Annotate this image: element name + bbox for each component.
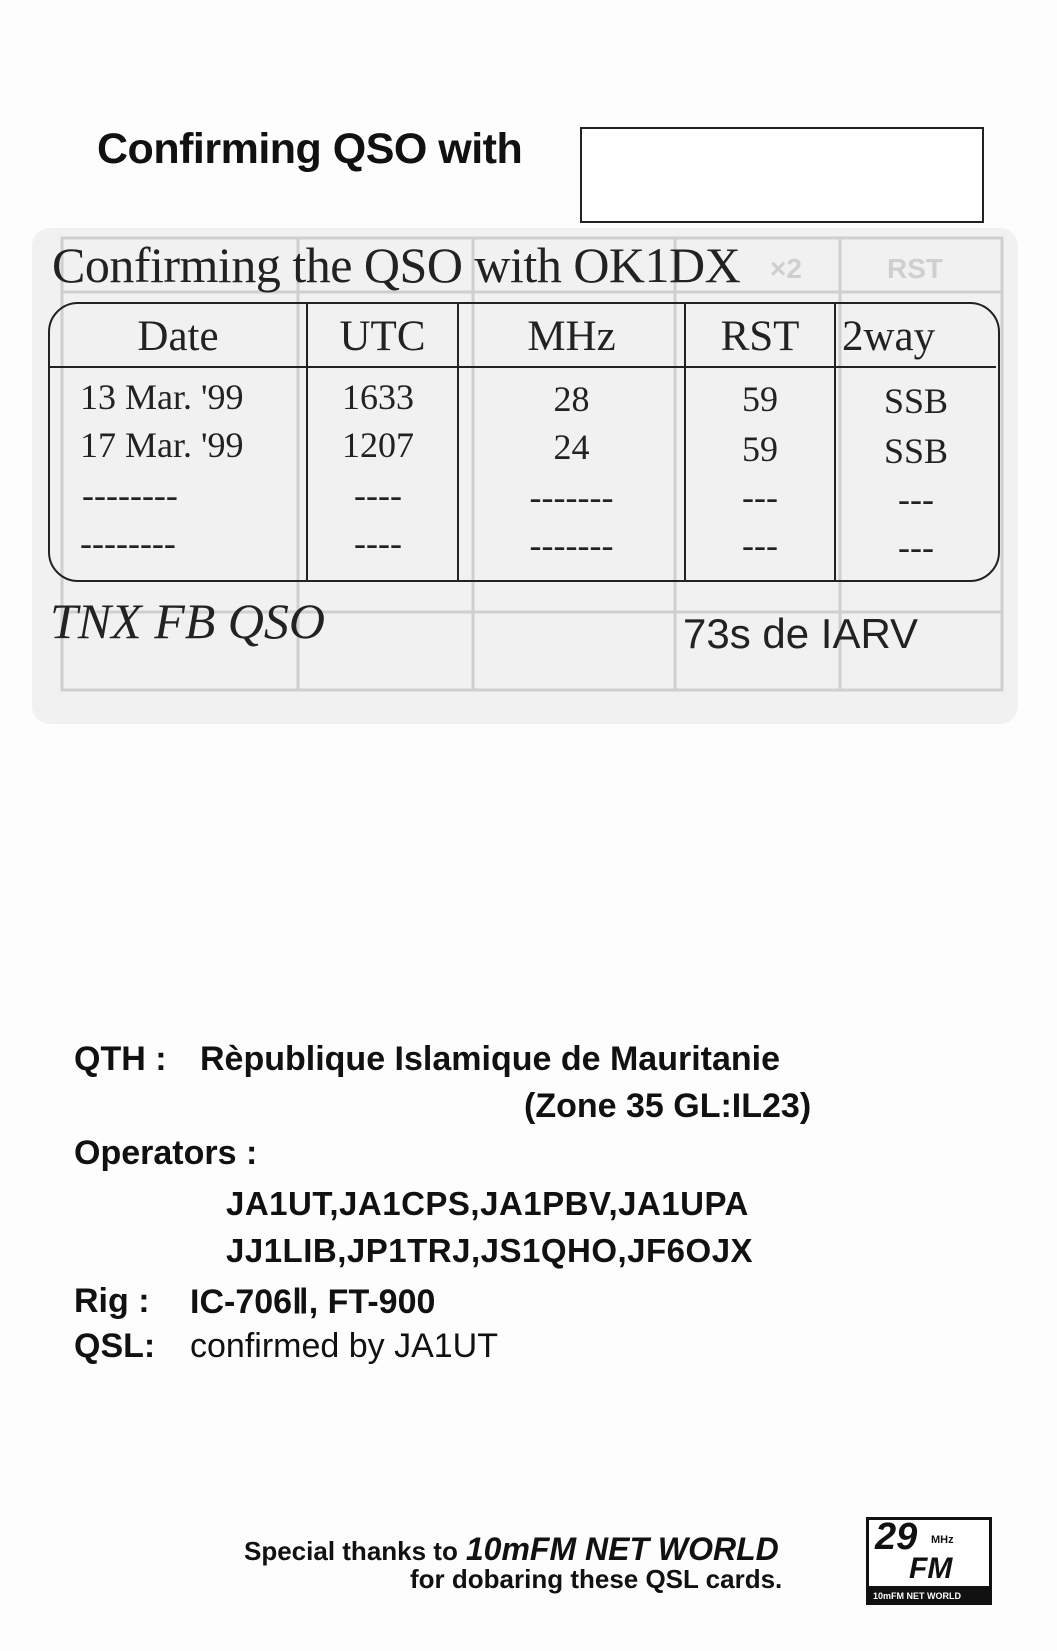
table-cell-rst: --- [742, 525, 778, 565]
table-cell-mhz: 28 [553, 379, 590, 419]
operators-line-2: JJ1LIB,JP1TRJ,JS1QHO,JF6OJX [226, 1232, 754, 1269]
table-cell-rst: --- [742, 477, 778, 517]
column-header-date: Date [137, 313, 219, 360]
table-cell-date: 13 Mar. '99 [80, 377, 244, 417]
table-cell-date: -------- [82, 475, 178, 515]
column-header-rst: RST [720, 313, 800, 360]
qth-zone: (Zone 35 GL:IL23) [524, 1087, 812, 1125]
table-cell-rst: 59 [742, 379, 778, 419]
remark-text: TNX FB QSO [50, 593, 325, 649]
table-cell-utc: ---- [354, 475, 402, 515]
label-title: Confirming the QSO with OK1DX [52, 237, 741, 293]
table-cell-date: 17 Mar. '99 [80, 425, 244, 465]
underlay-x2-text: ×2 [770, 253, 802, 284]
qth-value: Rèpublique Islamique de Mauritanie [200, 1040, 780, 1078]
table-cell-utc: 1207 [342, 425, 414, 465]
operators-line-1: JA1UT,JA1CPS,JA1PBV,JA1UPA [226, 1185, 749, 1222]
rig-value: IC-706Ⅱ, FT-900 [190, 1283, 436, 1321]
table-cell-utc: ---- [354, 523, 402, 563]
table-cell-mhz: ------- [529, 525, 614, 565]
table-cell-mode: --- [898, 479, 934, 519]
table-cell-rst: 59 [742, 429, 778, 469]
thanks-line [244, 1531, 779, 1568]
table-cell-mode: --- [898, 527, 934, 567]
table-cell-mhz: ------- [529, 477, 614, 517]
logo-fm: FM [909, 1552, 953, 1585]
thanks-suffix: for dobaring these QSL cards. [410, 1564, 783, 1594]
column-header-utc: UTC [339, 313, 426, 360]
callsign-box [580, 127, 984, 223]
table-cell-date: -------- [80, 523, 176, 563]
thanks-prefix: Special thanks to [244, 1536, 458, 1566]
rig-label: Rig : [74, 1282, 150, 1320]
confirming-heading: Confirming QSO with [97, 125, 523, 173]
logo-unit: MHz [931, 1534, 954, 1546]
header-divider [50, 366, 996, 368]
column-header-mhz: MHz [527, 313, 616, 360]
qsl-label: QSL: [74, 1327, 156, 1365]
logo-number: 29 [875, 1517, 918, 1558]
operators-label: Operators : [74, 1134, 258, 1172]
signoff-text: 73s de IARV [683, 610, 919, 657]
column-header-2way: 2way [842, 313, 936, 360]
underlay-rst-text: RST [887, 253, 943, 284]
table-cell-utc: 1633 [342, 377, 414, 417]
table-cell-mhz: 24 [553, 427, 590, 467]
sponsor-logo [866, 1517, 992, 1605]
qth-label: QTH : [74, 1040, 167, 1078]
table-cell-mode: SSB [883, 381, 949, 421]
qsl-value: confirmed by JA1UT [190, 1327, 498, 1365]
logo-network: 10mFM NET WORLD [873, 1591, 962, 1601]
table-cell-mode: SSB [883, 431, 949, 471]
sponsor-name: 10mFM NET WORLD [465, 1531, 779, 1567]
